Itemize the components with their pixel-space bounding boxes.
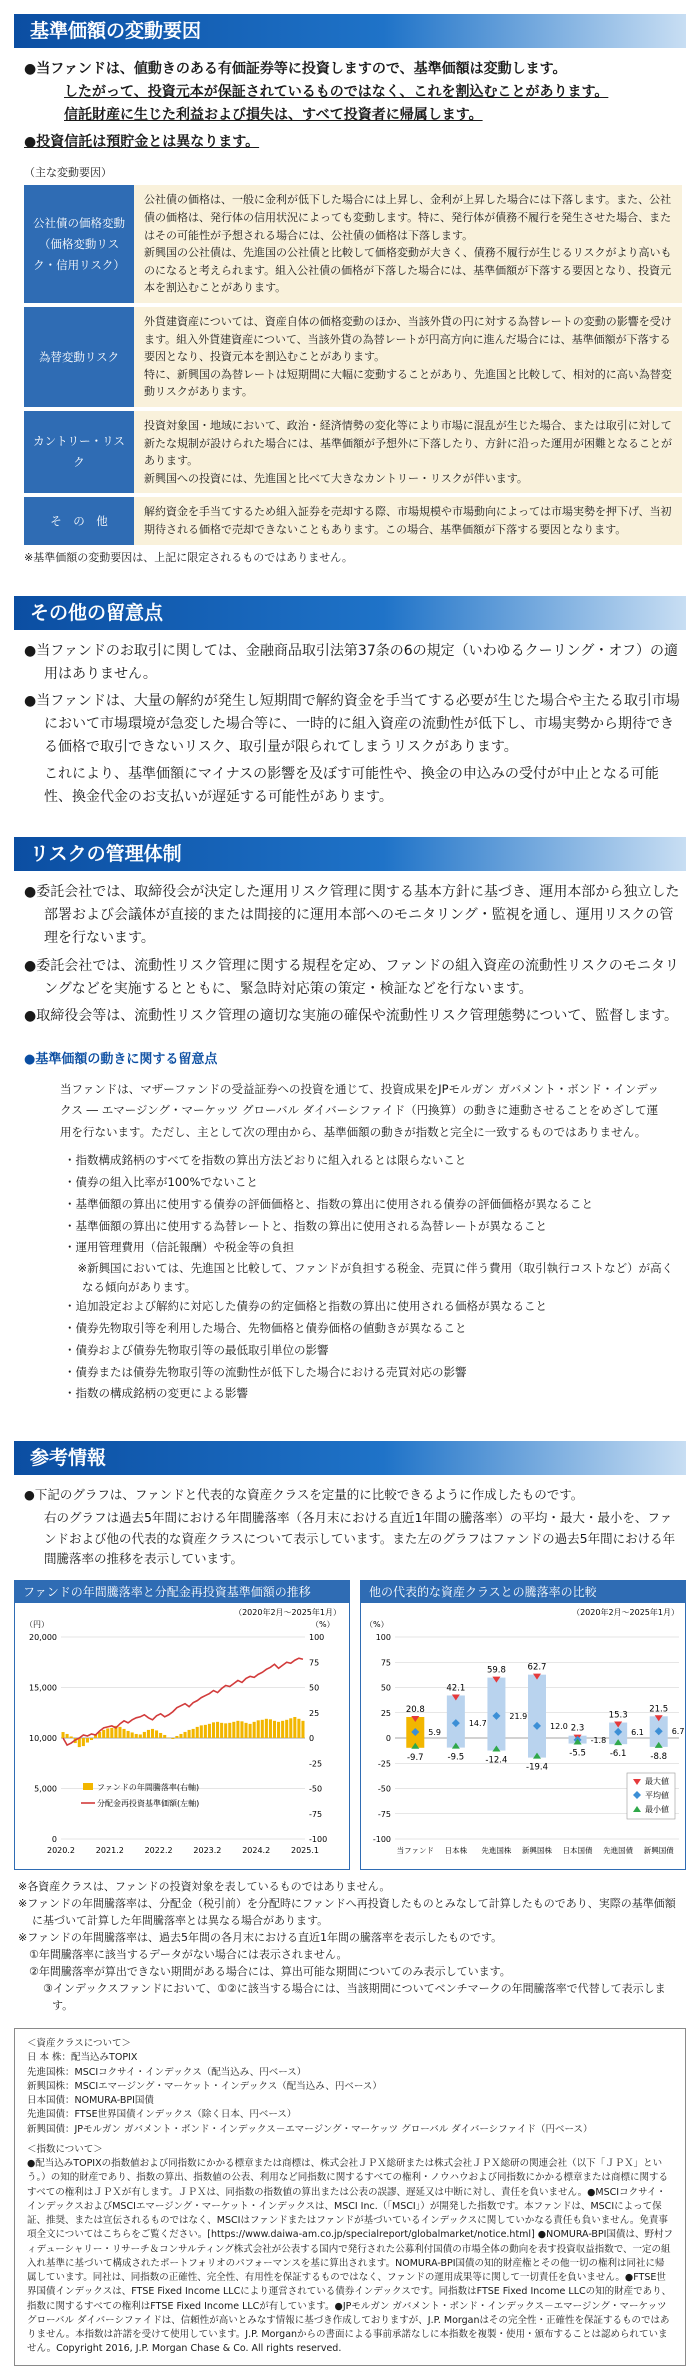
return-bar (285, 1720, 288, 1738)
ref-intro-2: 右のグラフは過去5年間における年間騰落率（各月末における直近1年間の騰落率）の平均・最大・最小を、ファンドおよび他の代表的な資産クラスについて表示しています。また左のグラフはファンドの過去5年間における年間騰落率の推移を表示しています。 (44, 1509, 676, 1567)
legend-line-label: 分配金再投資基準価額(左軸) (97, 1798, 200, 1808)
return-bar (261, 1720, 264, 1738)
min-label: -8.8 (650, 1751, 668, 1762)
risk-name-bond: 公社債の価格変動 （価格変動リスク・信用リスク） (24, 185, 134, 303)
return-bar (62, 1732, 65, 1738)
src-head: ＜資産クラスについて＞ (27, 2038, 132, 2050)
chart-note: ※ファンドの年間騰落率は、過去5年間の各月末における直近1年間の騰落率を表示したものです。 (18, 1930, 503, 1944)
return-bar (151, 1729, 154, 1738)
pct-unit: （%） (365, 1619, 389, 1629)
nav-item: ・指数の構成銘柄の変更による影響 (64, 1386, 248, 1401)
nav-bullet-1b (44, 84, 608, 100)
risk-row-other (24, 497, 682, 544)
right-chart-period: （2020年2月～2025年1月） (572, 1607, 679, 1617)
nav-movement-subhead: ●基準価額の動きに関する留意点 (24, 1051, 218, 1067)
nav-item: ・債券および債券先物取引等の最低取引単位の影響 (64, 1342, 329, 1357)
return-bar (289, 1718, 292, 1738)
return-bar (127, 1731, 130, 1738)
return-bar (273, 1721, 276, 1738)
right-axis-unit: （%） (311, 1619, 335, 1629)
y-tick-label: 0 (385, 1733, 391, 1743)
section-title-risk-management: リスクの管理体制 (14, 837, 686, 871)
nav-bullet-1a: ●当ファンドは、値動きのある有価証券等に投資しますので、基準価額は変動します。 (24, 61, 567, 77)
return-bar (118, 1727, 121, 1738)
src-head-2: ＜指数について＞ (27, 2143, 103, 2155)
nav-item-sub: ※新興国においては、先進国と比較して、ファンドが負担する税金、売買に伴う費用（取引執行コストなど）が高くなる傾向があります。 (66, 1261, 674, 1294)
min-label: -5.5 (569, 1748, 586, 1759)
x-tick-label: 2022.2 (144, 1845, 173, 1855)
return-bar (192, 1729, 195, 1738)
chart-note: ③インデックスファンドにおいて、①②に該当する場合には、当該期間についてベンチマークの年間騰落率で代替して表示します。 (32, 1982, 666, 2013)
mgmt-bullet-1: ●委託会社では、取締役会が決定した運用リスク管理に関する基本方針に基づき、運用本部から独立した部署および会議体が直接的または間接的に運用本部へのモニタリング・監視を通し、運用リスクの管理を行ないます。 (24, 884, 680, 947)
return-bar (301, 1721, 304, 1738)
max-label: 20.8 (405, 1704, 425, 1715)
left-tick-label: 0 (51, 1834, 57, 1844)
y-tick-label: 75 (380, 1658, 391, 1668)
nav-item: ・基準価額の算出に使用する為替レートと、指数の算出に使用される為替レートが異なること (64, 1218, 547, 1233)
return-bar (257, 1720, 260, 1738)
return-bar (82, 1738, 85, 1746)
avg-label: 14.7 (468, 1718, 487, 1728)
return-bar (240, 1721, 243, 1738)
chart-note: ※ファンドの年間騰落率は、分配金（税引前）を分配時にファンドへ再投資したものとみなして計算したものであり、実際の基準価額に基づいて計算した年間騰落率とは異なる場合があります。 (18, 1896, 676, 1927)
chart-note: ①年間騰落率に該当するデータがない場合には表示されません。 (18, 1948, 348, 1962)
nav-item: ・基準価額の算出に使用する債券の評価価格と、指数の算出に使用される債券の評価価格が異なること (64, 1196, 593, 1211)
right-tick-label: 100 (309, 1632, 325, 1642)
return-bar (236, 1721, 239, 1738)
avg-label: -1.8 (590, 1735, 607, 1745)
return-bar (232, 1722, 235, 1738)
nav-movement-paragraph: 当ファンドは、マザーファンドの受益証券への投資を通じて、投資成果をJPモルガン ガバメント・ボンド・インデックス ― エマージング・マーケッツ グローバル ダイバーシファイド（円換算）の動きに連動させることをめざして運用を行ないます。ただし、主として次の理由から、基準価額の動きが指数と完全に一致するものではありません。 (60, 1081, 659, 1140)
return-bar (171, 1738, 174, 1739)
return-bar (249, 1724, 252, 1738)
return-bar (90, 1738, 93, 1740)
max-label: 21.5 (649, 1704, 669, 1715)
legend-min-label: 最小値 (645, 1804, 669, 1814)
return-bar (135, 1734, 138, 1738)
src-line: 日本国債：NOMURA-BPI国債 (27, 2095, 154, 2107)
category-label: 日本株 (444, 1845, 468, 1855)
risk-row-fx (24, 307, 682, 407)
return-bar (253, 1722, 256, 1738)
return-bar (293, 1717, 296, 1738)
notes-bullet-2: ●当ファンドは、大量の解約が発生し短期間で解約資金を手当てする必要が生じた場合や主たる取引市場において市場環境が急変した場合等に、一時的に組入資産の流動性が低下し、市場実勢から期待できる価格で取引できないリスク、取引量が限られてしまうリスクがあります。 (24, 692, 680, 755)
source-box (14, 2028, 686, 2366)
nav-bullet-1c (44, 107, 483, 123)
charts-row (14, 1580, 686, 1870)
risk-desc-country: 投資対象国・地域において、政治・経済情勢の変化等により市場に混乱が生じた場合、または取引に対して新たな規制が設けられた場合には、基準価額が予想外に下落したり、方針に沿った運用が困難となることがあります。 新興国への投資には、先進国と比べて大きなカントリー・リスクが伴います。 (134, 411, 682, 493)
y-tick-label: 50 (380, 1683, 391, 1693)
src-line: 新興国株：MSCIエマージング・マーケット・インデックス（配当込み、円ベース） (27, 2080, 382, 2092)
nav-item: ・債券先物取引等を利用した場合、先物価格と債券価格の値動きが異なること (64, 1320, 467, 1335)
chart-notes (14, 1878, 686, 2014)
risk-note: ※基準価額の変動要因は、上記に限定されるものではありません。 (24, 550, 353, 564)
category-label: 新興国債 (643, 1845, 674, 1855)
avg-label: 5.9 (428, 1727, 442, 1737)
category-label: 新興国株 (522, 1845, 552, 1855)
right-tick-label: 50 (309, 1683, 320, 1693)
min-label: -9.7 (406, 1752, 424, 1763)
src-line: 新興国債：JPモルガン ガバメント・ボンド・インデックス－エマージング・マーケッツ グローバル ダイバーシファイド（円ベース） (27, 2123, 593, 2135)
return-bar (175, 1736, 178, 1738)
return-bar (179, 1734, 182, 1738)
y-tick-label: 100 (375, 1632, 391, 1642)
return-bar (224, 1723, 227, 1738)
return-bar (188, 1730, 191, 1738)
return-bar (131, 1732, 134, 1738)
max-label: 15.3 (608, 1710, 628, 1721)
return-bar (220, 1723, 223, 1738)
return-bar (102, 1730, 105, 1738)
risk-desc-bond: 公社債の価格は、一般に金利が低下した場合には上昇し、金利が上昇した場合には下落します。また、公社債の価格は、発行体の信用状況によっても変動します。特に、発行体が債務不履行を発生させた場合、またはその可能性が予想される場合には、公社債の価格は下落します。 新興国の公社債は、先進国の公社債と比較して価格変動が大きく、債務不履行が生じるリスクがより高いものになると考えられます。組入公社債の価格が下落した場合には、基準価額が下落する要因となり、投資元本を割込むことがあります。 (134, 185, 682, 303)
return-bar (277, 1722, 280, 1738)
x-tick-label: 2021.2 (95, 1845, 124, 1855)
return-bar (110, 1728, 113, 1738)
return-bar (70, 1736, 73, 1738)
return-bar (123, 1729, 126, 1738)
src-line: 日 本 株：配当込みTOPIX (27, 2052, 138, 2064)
max-label: 42.1 (446, 1683, 466, 1694)
right-chart-title: 他の代表的な資産クラスとの騰落率の比較 (361, 1581, 685, 1603)
return-bar (167, 1737, 170, 1738)
principal-not-guaranteed: したがって、投資元本が保証されているものではなく、これを割込むことがあります。 (64, 84, 609, 101)
category-label: 日本国債 (562, 1845, 593, 1855)
right-tick-label: 25 (309, 1708, 320, 1718)
min-label: -6.1 (609, 1748, 627, 1759)
return-bar (281, 1721, 284, 1738)
left-tick-label: 15,000 (29, 1683, 57, 1693)
section-title-nav-factors: 基準価額の変動要因 (14, 14, 686, 48)
return-bar (200, 1725, 203, 1738)
return-bar (139, 1734, 142, 1738)
risk-name-country: カントリー・リスク (24, 411, 134, 493)
nav-bullet-2 (24, 129, 682, 156)
y-tick-label: 25 (380, 1708, 391, 1718)
return-bar (269, 1719, 272, 1738)
avg-label: 6.7 (671, 1727, 685, 1737)
right-chart-svg (361, 1603, 685, 1869)
x-tick-label: 2024.2 (242, 1845, 271, 1855)
category-label: 当ファンド (396, 1845, 434, 1855)
nav-item: ・債券の組入比率が100%でないこと (64, 1174, 258, 1189)
return-bar (265, 1719, 268, 1738)
profits-losses-investors: 信託財産に生じた利益および損失は、すべて投資者に帰属します。 (64, 107, 483, 124)
return-bar (184, 1732, 187, 1738)
left-tick-label: 5,000 (34, 1784, 57, 1794)
return-bar (212, 1722, 215, 1738)
risk-row-country (24, 411, 682, 493)
left-tick-label: 10,000 (29, 1733, 57, 1743)
risk-caption: （主な変動要因） (24, 166, 112, 180)
risk-desc-fx: 外貨建資産については、資産自体の価格変動のほか、当該外貨の円に対する為替レートの変動の影響を受けます。組入外貨建資産について、当該外貨の為替レートが円高方向に進んだ場合には、基準価額が下落する要因となり、投資元本を割込むことがあります。 特に、新興国の為替レートは短期間に大幅に変動することがあり、先進国と比較して、相対的に高い為替変動リスクがあります。 (134, 307, 682, 407)
right-tick-label: -50 (309, 1784, 323, 1794)
legend-avg-label: 平均値 (645, 1790, 669, 1800)
left-chart-svg (15, 1603, 349, 1869)
nav-movement-list (24, 1150, 682, 1405)
left-chart-title: ファンドの年間騰落率と分配金再投資基準価額の推移 (15, 1581, 349, 1603)
return-bar (204, 1725, 207, 1738)
notes-bullet-3: これにより、基準価額にマイナスの影響を及ぼす可能性や、換金の申込みの受付が中止となる可能性、換金代金のお支払いが遅延する可能性があります。 (44, 766, 659, 806)
return-bar (196, 1727, 199, 1738)
y-tick-label: -100 (372, 1834, 391, 1844)
left-chart-box (14, 1580, 350, 1870)
y-tick-label: -75 (377, 1809, 391, 1819)
x-tick-label: 2025.1 (291, 1845, 319, 1855)
return-bar (86, 1738, 89, 1743)
return-bar (228, 1723, 231, 1738)
risk-row-bond (24, 185, 682, 303)
section-title-reference: 参考情報 (14, 1441, 686, 1475)
src-line: 先進国株：MSCIコクサイ・インデックス（配当込み、円ベース） (27, 2066, 307, 2078)
return-bar (208, 1724, 211, 1738)
min-label: -19.4 (526, 1762, 548, 1773)
right-tick-label: 75 (309, 1658, 320, 1668)
risk-desc-other: 解約資金を手当てするため組入証券を売却する際、市場規模や市場動向によっては市場実勢を押下げ、当初期待される価格で売却できないこともあります。この場合、基準価額が下落する要因となります。 (134, 497, 682, 544)
right-chart-box (360, 1580, 686, 1870)
mgmt-bullet-2: ●委託会社では、流動性リスク管理に関する規程を定め、ファンドの組入資産の流動性リスクのモニタリングなどを実施するとともに、緊急時対応策の策定・検証などを行ないます。 (24, 957, 679, 997)
mgmt-bullet-3: ●取締役会等は、流動性リスク管理の適切な実施の確保や流動性リスク管理態勢について、監督します。 (24, 1007, 678, 1024)
max-label: 62.7 (527, 1662, 547, 1673)
right-tick-label: -100 (309, 1834, 328, 1844)
return-bar (216, 1722, 219, 1738)
nav-item: ・指数構成銘柄のすべてを指数の算出方法どおりに組入れるとは限らないこと (64, 1153, 467, 1168)
legend-bar-swatch (83, 1783, 93, 1790)
max-label: 59.8 (486, 1665, 506, 1676)
legend-max-label: 最大値 (645, 1776, 669, 1786)
max-label: 2.3 (570, 1723, 585, 1734)
section-title-other-notes: その他の留意点 (14, 596, 686, 630)
right-tick-label: 0 (309, 1733, 315, 1743)
return-bar (106, 1728, 109, 1738)
chart-note: ※各資産クラスは、ファンドの投資対象を表しているものではありません。 (18, 1879, 391, 1893)
min-label: -12.4 (485, 1755, 508, 1766)
nav-bullet-1 (24, 56, 682, 129)
category-label: 先進国株 (481, 1845, 512, 1855)
x-tick-label: 2020.2 (47, 1845, 75, 1855)
nav-item: ・追加設定および解約に対応した債券の約定価格と指数の算出に使用される価格が異なること (64, 1299, 547, 1314)
src-para: ●配当込みTOPIXの指数値および同指数にかかる標章または商標は、株式会社ＪＰＸ総研または株式会社ＪＰＸ総研の関連会社（以下「ＪＰＸ」という。）の知的財産であり、指数の算出、指数値の公表、利用など同指数に関するすべての権利・ノウハウおよび同指数にかかる標章または商標に関するすべての権利はＪＰＸが有します。ＪＰＸは、同指数の指数値の算出または公表の誤謬、遅延又は中断に対し、責任を負いません。●MSCIコクサイ・インデックスおよびMSCIエマージング・マーケット・インデックスは、MSCI Inc.（「MSCI」）が開発した指数です。本ファンドは、MSCIによって保証、推奨、または宣伝されるものではなく、MSCIはファンドまたはファンドが基づいているインデックスに関していかなる責任も負いません。免責事項全文についてはこちらをご覧ください。[https://www.daiwa-am.co.jp/specialreport/globalmarket/notice.html] ●NOMURA-BPI国債は、野村フィデューシャリー・リサーチ＆コンサルティング株式会社が公表する国内で発行された公募利付国債の市場全体の動向を表す投資収益指数で、一定の組入れ基準に基づいて構成されたポートフォリオのパフォーマンスを基に算出されます。NOMURA-BPI国債の知的財産権とその他一切の権利は同社に帰属しています。同社は、同指数の正確性、完全性、有用性を保証するものではなく、ファンドの運用成果等に関して一切責任を負いません。●FTSE世界国債インデックスは、FTSE Fixed Income LLCにより運営されている債券インデックスです。同指数はFTSE Fixed Income LLCの知的財産であり、指数に関するすべての権利はFTSE Fixed Income LLCが有しています。●JPモルガン ガバメント・ボンド・インデックス－エマージング・マーケッツ グローバル ダイバーシファイドは、信頼性が高いとみなす情報に基づき作成しておりますが、J.P. Morganはその完全性・正確性を保証するものではありません。本指数は許諾を受けて使用しています。J.P. Morganからの書面による事前承諾なしに本指数を複製・使用・頒布することは認められていません。Copyright 2016, J.P. Morgan Chase & Co. All rights reserved. (27, 2158, 673, 2355)
range-bar (528, 1675, 546, 1758)
risk-name-fx: 為替変動リスク (24, 307, 134, 407)
min-label: -9.5 (447, 1752, 465, 1763)
category-label: 先進国債 (603, 1845, 634, 1855)
avg-label: 21.9 (509, 1711, 528, 1721)
nav-item: ・債券または債券先物取引等の流動性が低下した場合における売買対応の影響 (64, 1364, 467, 1379)
document-page (0, 14, 700, 2378)
nav-item: ・運用管理費用（信託報酬）や税金等の負担 (64, 1240, 294, 1255)
notes-bullet-1: ●当ファンドのお取引に関しては、金融商品取引法第37条の6の規定（いわゆるクーリング・オフ）の適用はありません。 (24, 642, 678, 682)
risk-table (24, 181, 682, 548)
avg-label: 12.0 (550, 1721, 568, 1731)
return-bar (143, 1732, 146, 1738)
return-bar (297, 1719, 300, 1738)
ref-intro-1: ●下記のグラフは、ファンドと代表的な資産クラスを定量的に比較できるように作成したものです。 (24, 1487, 584, 1503)
not-deposit: ●投資信託は預貯金とは異なります。 (24, 134, 260, 151)
src-line: 先進国債：FTSE世界国債インデックス（除く日本、円ベース） (27, 2109, 297, 2121)
left-chart-period: （2020年2月～2025年1月） (234, 1607, 341, 1617)
return-bar (245, 1723, 248, 1738)
left-tick-label: 20,000 (29, 1632, 57, 1642)
avg-label: 6.1 (631, 1727, 644, 1737)
left-axis-unit: （円） (25, 1619, 49, 1629)
y-tick-label: -25 (377, 1759, 391, 1769)
y-tick-label: -50 (377, 1784, 391, 1794)
return-bar (147, 1730, 150, 1738)
return-bar (163, 1735, 166, 1738)
right-tick-label: -25 (309, 1759, 323, 1769)
chart-note: ②年間騰落率が算出できない期間がある場合には、算出可能な期間についてのみ表示しています。 (18, 1965, 511, 1979)
x-tick-label: 2023.2 (193, 1845, 222, 1855)
return-bar (159, 1733, 162, 1738)
risk-name-other: そ の 他 (24, 497, 134, 544)
legend-bar-label: ファンドの年間騰落率(右軸) (97, 1782, 200, 1792)
right-tick-label: -75 (309, 1809, 323, 1819)
return-bar (66, 1734, 69, 1738)
return-bar (155, 1730, 158, 1738)
